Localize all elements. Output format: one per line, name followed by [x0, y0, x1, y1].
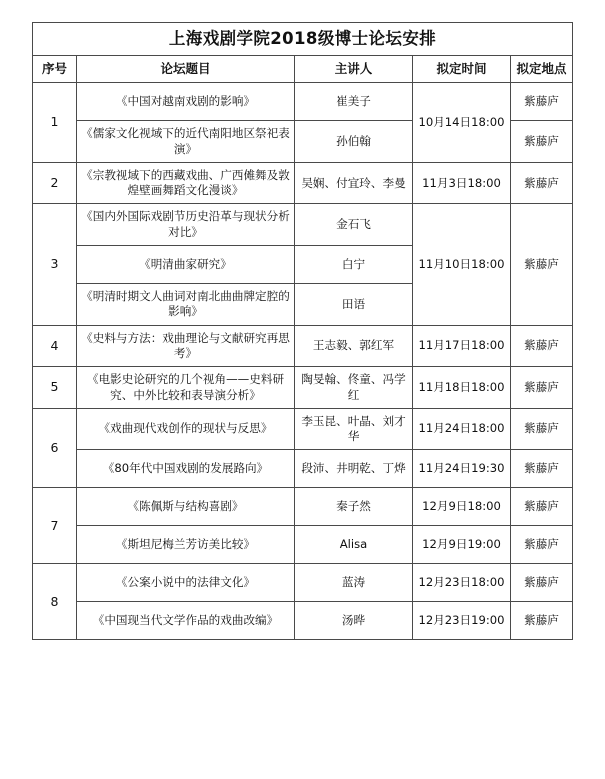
row-time: 11月24日18:00 [413, 408, 511, 450]
header-row [33, 55, 573, 83]
row-index: 5 [33, 367, 77, 409]
column-header-time: 拟定时间 [413, 55, 511, 83]
schedule-table [32, 22, 573, 640]
row-topic: 《史料与方法：戏曲理论与文献研究再思考》 [77, 325, 295, 367]
row-time: 12月9日18:00 [413, 488, 511, 526]
row-speaker: 孙伯翰 [295, 121, 413, 163]
table-row [33, 488, 573, 526]
row-time: 12月9日19:00 [413, 526, 511, 564]
table-row [33, 204, 573, 246]
column-header-speaker: 主讲人 [295, 55, 413, 83]
row-index: 8 [33, 564, 77, 640]
row-time: 10月14日18:00 [413, 83, 511, 163]
row-speaker: 崔美子 [295, 83, 413, 121]
row-place: 紫藤庐 [511, 162, 573, 204]
row-index: 6 [33, 408, 77, 488]
row-index: 7 [33, 488, 77, 564]
row-place: 紫藤庐 [511, 450, 573, 488]
row-place: 紫藤庐 [511, 526, 573, 564]
row-place: 紫藤庐 [511, 204, 573, 325]
row-place: 紫藤庐 [511, 408, 573, 450]
row-topic: 《80年代中国戏剧的发展路向》 [77, 450, 295, 488]
row-topic: 《中国现当代文学作品的戏曲改编》 [77, 602, 295, 640]
row-speaker: 汤晔 [295, 602, 413, 640]
row-index: 2 [33, 162, 77, 204]
column-header-index: 序号 [33, 55, 77, 83]
row-time: 11月3日18:00 [413, 162, 511, 204]
row-topic: 《中国对越南戏剧的影响》 [77, 83, 295, 121]
row-speaker: 吴娴、付宜玲、李曼 [295, 162, 413, 204]
row-speaker: 王志毅、郭红军 [295, 325, 413, 367]
row-speaker: 蓝涛 [295, 564, 413, 602]
row-topic: 《斯坦尼梅兰芳访美比较》 [77, 526, 295, 564]
row-time: 12月23日19:00 [413, 602, 511, 640]
row-speaker: 陶旻翰、佟童、冯学红 [295, 367, 413, 409]
row-topic: 《电影史论研究的几个视角——史料研究、中外比较和表导演分析》 [77, 367, 295, 409]
table-row [33, 83, 573, 121]
row-speaker: 金石飞 [295, 204, 413, 246]
table-body [33, 23, 573, 640]
table-row [33, 526, 573, 564]
row-topic: 《陈佩斯与结构喜剧》 [77, 488, 295, 526]
row-place: 紫藤庐 [511, 121, 573, 163]
row-time: 11月10日18:00 [413, 204, 511, 325]
row-place: 紫藤庐 [511, 83, 573, 121]
row-time: 11月18日18:00 [413, 367, 511, 409]
row-time: 11月17日18:00 [413, 325, 511, 367]
row-place: 紫藤庐 [511, 325, 573, 367]
row-topic: 《明清时期文人曲词对南北曲曲牌定腔的影响》 [77, 284, 295, 326]
row-speaker: 秦子然 [295, 488, 413, 526]
row-place: 紫藤庐 [511, 564, 573, 602]
row-topic: 《儒家文化视域下的近代南阳地区祭祀表演》 [77, 121, 295, 163]
row-index: 3 [33, 204, 77, 325]
row-speaker: 李玉昆、叶晶、刘才华 [295, 408, 413, 450]
row-topic: 《宗教视域下的西藏戏曲、广西傩舞及敦煌壁画舞蹈文化漫谈》 [77, 162, 295, 204]
table-row [33, 367, 573, 409]
table-row [33, 408, 573, 450]
table-row [33, 564, 573, 602]
row-speaker: 白宁 [295, 246, 413, 284]
row-topic: 《明清曲家研究》 [77, 246, 295, 284]
row-index: 1 [33, 83, 77, 163]
table-row [33, 602, 573, 640]
row-topic: 《国内外国际戏剧节历史沿革与现状分析对比》 [77, 204, 295, 246]
row-place: 紫藤庐 [511, 367, 573, 409]
title-row [33, 23, 573, 56]
row-place: 紫藤庐 [511, 488, 573, 526]
row-speaker: Alisa [295, 526, 413, 564]
row-speaker: 田语 [295, 284, 413, 326]
page-title: 上海戏剧学院2018级博士论坛安排 [33, 23, 573, 56]
row-topic: 《公案小说中的法律文化》 [77, 564, 295, 602]
table-row [33, 162, 573, 204]
column-header-topic: 论坛题目 [77, 55, 295, 83]
row-index: 4 [33, 325, 77, 367]
table-row [33, 325, 573, 367]
row-speaker: 段沛、井明乾、丁烨 [295, 450, 413, 488]
table-row [33, 450, 573, 488]
row-topic: 《戏曲现代戏创作的现状与反思》 [77, 408, 295, 450]
row-time: 12月23日18:00 [413, 564, 511, 602]
column-header-place: 拟定地点 [511, 55, 573, 83]
row-time: 11月24日19:30 [413, 450, 511, 488]
row-place: 紫藤庐 [511, 602, 573, 640]
